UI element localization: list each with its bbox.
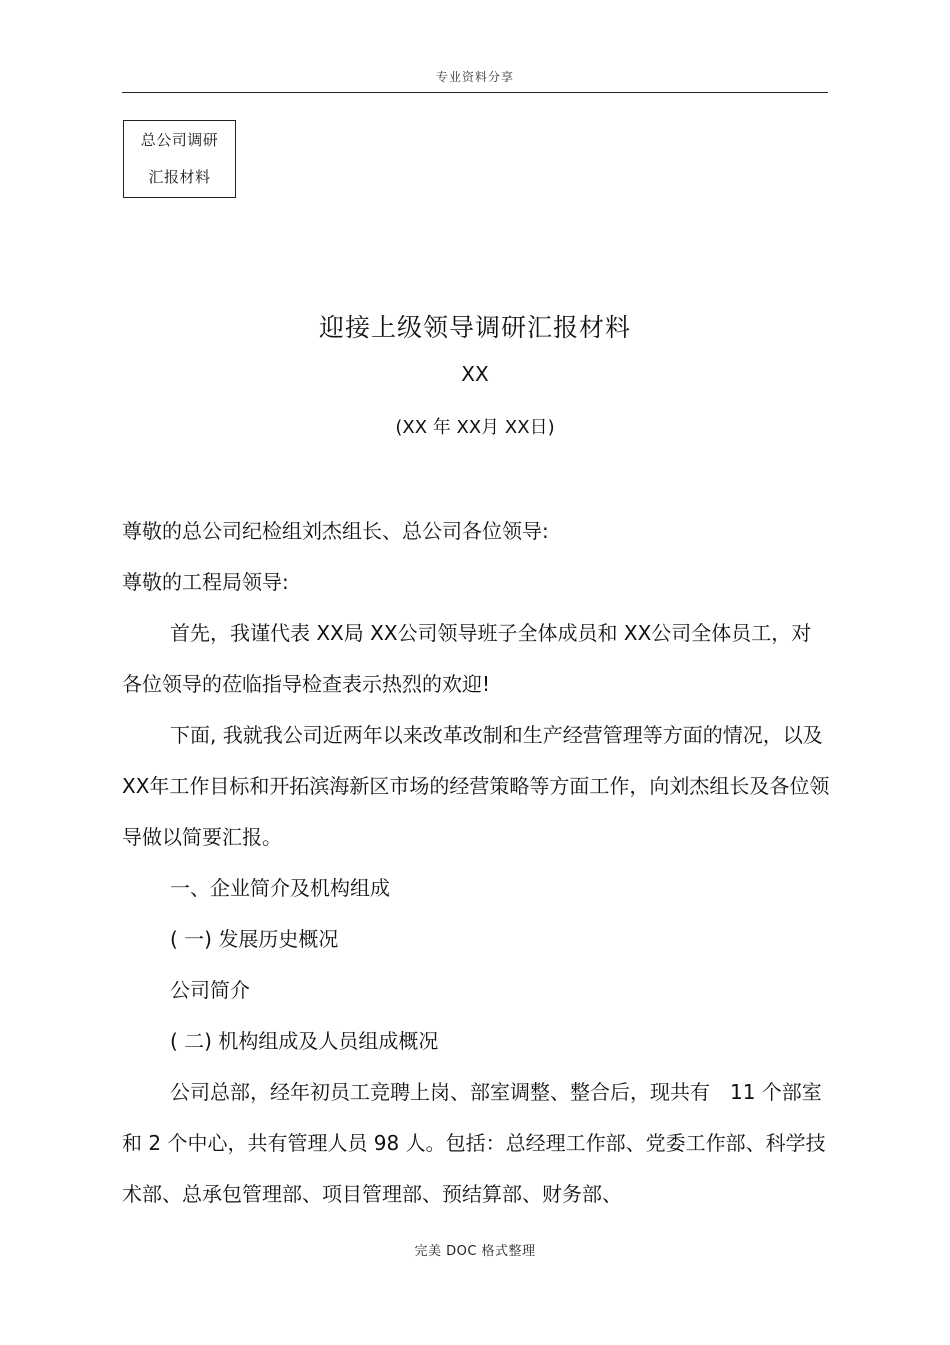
greeting-line-2: 尊敬的工程局领导:	[122, 570, 289, 594]
intro-paragraph: 下面, 我就我公司近两年以来改革改制和生产经营管理等方面的情况，以及 XX年工作目标和开拓滨海新区市场的经营策略等方面工作，向刘杰组长及各位领导做以简要汇报。	[122, 723, 830, 849]
document-date: (XX 年 XX月 XX日)	[395, 417, 555, 438]
company-intro-item: 公司简介	[170, 978, 250, 1002]
opening-paragraph: 首先，我谨代表 XX局 XX公司领导班子全体成员和 XX公司全体员工，对各位领导的莅临指导检查表示热烈的欢迎!	[122, 621, 812, 696]
section-heading-1: 一、企业简介及机构组成	[170, 876, 390, 900]
document-body	[122, 506, 830, 1220]
document-title: 迎接上级领导调研汇报材料	[318, 313, 631, 342]
organization-paragraph: 公司总部，经年初员工竞聘上岗、部室调整、整合后，现共有 11 个部室和 2 个中心，共有管理人员 98 人。包括：总经理工作部、党委工作部、科学技术部、总承包管理部、项目管理部、预结算部、财务部、	[122, 1080, 826, 1206]
document-author: XX	[461, 362, 489, 386]
label-line-1: 总公司调研	[140, 131, 219, 149]
subsection-heading-2: ( 二) 机构组成及人员组成概况	[170, 1029, 439, 1053]
header-divider	[122, 92, 828, 93]
greeting-line-1: 尊敬的总公司纪检组刘杰组长、总公司各位领导:	[122, 519, 549, 543]
subsection-heading-1: ( 一) 发展历史概况	[170, 927, 339, 951]
page-header: 专业资料分享	[435, 70, 514, 84]
document-label-box	[123, 120, 236, 198]
label-line-2: 汇报材料	[148, 168, 211, 186]
page-footer: 完美 DOC 格式整理	[414, 1244, 536, 1259]
